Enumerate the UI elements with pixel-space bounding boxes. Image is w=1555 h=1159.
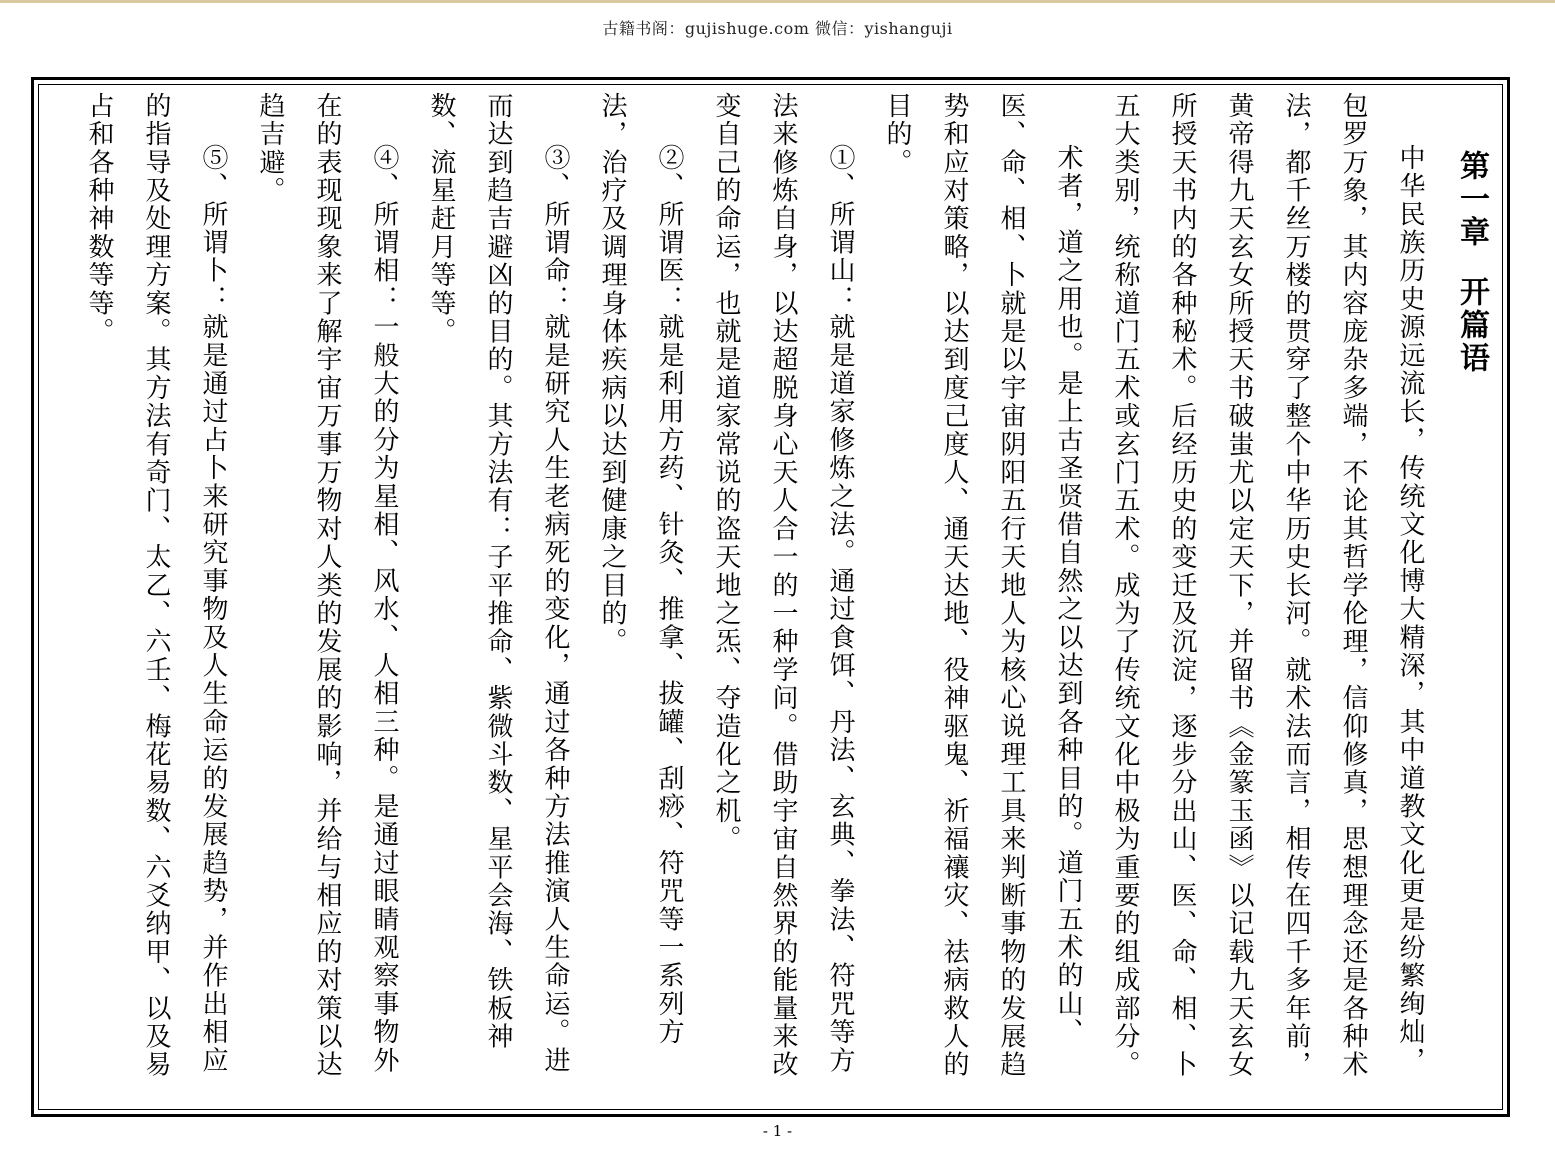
vertical-text-body [80,92,1500,1102]
paragraph-xiang: ④、所谓相：一般大的分为星相、风水、人相三种。是通过眼睛观察事物外在的表现现象来了解宇宙万事万物对人类的发展的影响，并给与相应的对策以达趋吉避。 [255,92,399,1079]
page-number: - 1 - [762,1122,793,1140]
top-rule [0,0,1555,3]
paragraph-bu: ⑤、所谓卜：就是通过占卜来研究事物及人生命运的发展趋势，并作出相应的指导及处理方案。其方法有奇门、太乙、六壬、梅花易数、六爻纳甲、以及易占和各种神数等等。 [84,92,228,1079]
paragraph-yi: ②、所谓医：就是利用方药、针灸、推拿、拔罐、刮痧、符咒等一系列方法，治疗及调理身体疾病以达到健康之目的。 [597,92,684,1047]
paragraph-intro: 中华民族历史源远流长，传统文化博大精深，其中道教文化更是纷繁绚灿，包罗万象，其内容庞杂多端，不论其哲学伦理，信仰修真，思想理念还是各种术法，都千丝万楼的贯穿了整个中华历史长河。就术法而言，相传在四千多年前，黄帝得九天玄女所授天书破蚩尤以定天下，并留书《金篆玉函》以记载九天玄女所授天书内的各种秘术。后经历史的变迁及沉淀，逐步分出山、医、命、相、卜五大类别，统称道门五术或玄门五术。成为了传统文化中极为重要的组成部分。 [1110,92,1425,1079]
paragraph-shu: 术者，道之用也。是上古圣贤借自然之以达到各种目的。道门五术的山、医、命、相、卜就是以宇宙阴阳五行天地人为核心说理工具来判断事物的发展趋势和应对策略，以达到度己度人、通天达地、役神驱鬼、祈福禳灾、祛病救人的目的。 [882,92,1083,1079]
paragraph-ming: ③、所谓命：就是研究人生老病死的变化，通过各种方法推演人生命运。进而达到趋吉避凶的目的。其方法有：子平推命、紫微斗数、星平会海、铁板神数、流星赶月等等。 [426,92,570,1075]
paragraph-shan: ①、所谓山：就是道家修炼之法。通过食饵、丹法、玄典、拳法、符咒等方法来修炼自身，以达超脱身心天人合一的一种学问。借助宇宙自然界的能量来改变自己的命运，也就是道家常说的盗天地之炁、夺造化之机。 [711,92,855,1079]
site-header: 古籍书阁：gujishuge.com 微信：yishanguji [602,19,953,38]
chapter-title: 第一章 开篇语 [1454,150,1489,375]
